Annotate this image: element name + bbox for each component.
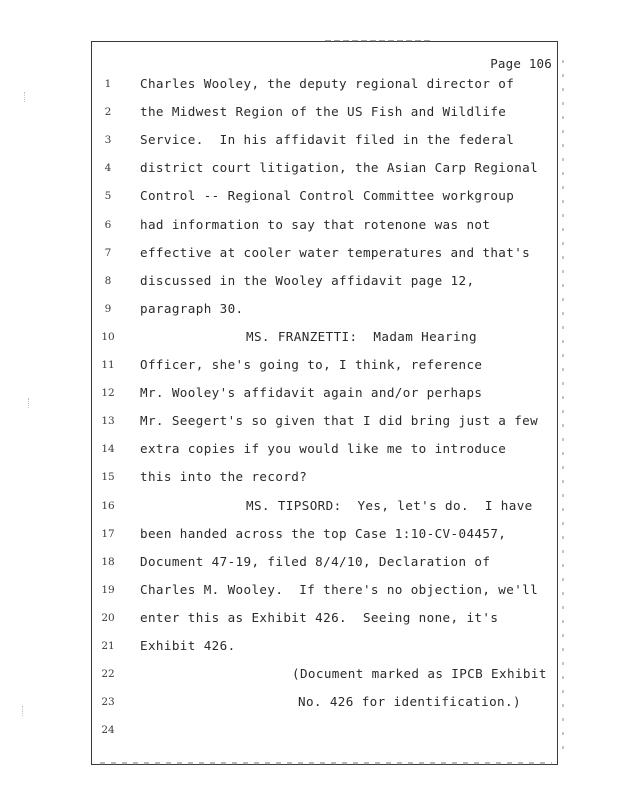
line-number: 18 bbox=[101, 555, 115, 568]
transcript-line bbox=[0, 188, 618, 208]
line-text: extra copies if you would like me to introduce bbox=[140, 441, 507, 457]
transcript-line bbox=[0, 694, 618, 714]
transcript-line bbox=[0, 329, 618, 349]
line-text: MS. FRANZETTI: Madam Hearing bbox=[246, 328, 477, 344]
line-text: Exhibit 426. bbox=[140, 638, 236, 653]
line-text: Mr. Seegert's so given that I did bring just a few bbox=[140, 413, 539, 429]
line-number: 5 bbox=[104, 190, 112, 203]
line-text: the Midwest Region of the US Fish and Wildlife bbox=[140, 104, 507, 120]
line-text: No. 426 for identification.) bbox=[298, 694, 521, 710]
line-number: 22 bbox=[101, 668, 115, 681]
transcript-line bbox=[0, 498, 618, 518]
transcript-line bbox=[0, 217, 618, 237]
line-number: 23 bbox=[101, 696, 115, 709]
transcript-line bbox=[0, 582, 618, 602]
line-number: 19 bbox=[101, 583, 115, 596]
line-number: 24 bbox=[101, 724, 115, 737]
line-number: 6 bbox=[104, 218, 112, 231]
line-number: 3 bbox=[104, 134, 112, 147]
transcript-line bbox=[0, 160, 618, 180]
line-text: MS. TIPSORD: Yes, let's do. I have bbox=[246, 497, 533, 513]
transcript-line bbox=[0, 722, 618, 742]
transcript-line bbox=[0, 245, 618, 265]
line-number: 10 bbox=[101, 330, 115, 343]
line-number: 1 bbox=[104, 78, 112, 90]
line-number: 17 bbox=[101, 527, 115, 540]
line-number: 9 bbox=[104, 302, 112, 315]
line-number: 16 bbox=[101, 499, 115, 512]
line-text: this into the record? bbox=[140, 469, 308, 485]
line-number: 15 bbox=[101, 471, 115, 484]
transcript-line bbox=[0, 413, 618, 433]
line-number: 21 bbox=[101, 640, 115, 652]
line-number: 7 bbox=[104, 246, 112, 259]
line-number: 2 bbox=[104, 106, 112, 119]
line-number: 14 bbox=[101, 443, 115, 456]
transcript-line bbox=[0, 554, 618, 574]
line-text: district court litigation, the Asian Carp Regional bbox=[140, 160, 539, 176]
transcript-line bbox=[0, 104, 618, 124]
line-text: Mr. Wooley's affidavit again and/or perhaps bbox=[140, 385, 483, 401]
line-text: Control -- Regional Control Committee workgroup bbox=[140, 188, 515, 204]
line-number: 20 bbox=[101, 611, 115, 624]
line-number: 13 bbox=[101, 415, 115, 428]
page-number-label: Page 106 bbox=[490, 56, 552, 71]
transcript-line bbox=[0, 610, 618, 630]
transcript-line bbox=[0, 441, 618, 461]
line-text: discussed in the Wooley affidavit page 12, bbox=[140, 272, 475, 288]
line-text: Charles M. Wooley. If there's no objection, we'll bbox=[140, 581, 539, 597]
line-text: paragraph 30. bbox=[140, 300, 244, 316]
transcript-line bbox=[0, 273, 618, 293]
transcript-line bbox=[0, 666, 618, 686]
transcript-line bbox=[0, 132, 618, 152]
line-number: 12 bbox=[101, 387, 115, 400]
scan-artifact-top bbox=[325, 40, 430, 42]
line-text: Service. In his affidavit filed in the federal bbox=[140, 132, 515, 148]
transcript-line bbox=[0, 301, 618, 321]
transcript-line bbox=[0, 357, 618, 377]
transcript-line bbox=[0, 385, 618, 405]
line-text: Officer, she's going to, I think, reference bbox=[140, 357, 483, 372]
line-text: enter this as Exhibit 426. Seeing none, it's bbox=[140, 609, 499, 625]
line-text: had information to say that rotenone was not bbox=[140, 216, 491, 232]
line-text: been handed across the top Case 1:10-CV-04457, bbox=[140, 525, 507, 541]
line-number: 8 bbox=[104, 274, 112, 287]
transcript-line bbox=[0, 526, 618, 546]
transcript-line bbox=[0, 638, 618, 658]
line-number: 11 bbox=[101, 359, 115, 371]
line-text: Document 47-19, filed 8/4/10, Declaration of bbox=[140, 553, 491, 569]
line-text: Charles Wooley, the deputy regional director of bbox=[140, 76, 515, 91]
transcript-line bbox=[0, 76, 618, 96]
scan-artifact-bottom bbox=[100, 762, 552, 765]
line-text: (Document marked as IPCB Exhibit bbox=[292, 666, 547, 682]
line-number: 4 bbox=[104, 162, 112, 175]
line-text: effective at cooler water temperatures and that's bbox=[140, 244, 531, 260]
transcript-line bbox=[0, 469, 618, 489]
